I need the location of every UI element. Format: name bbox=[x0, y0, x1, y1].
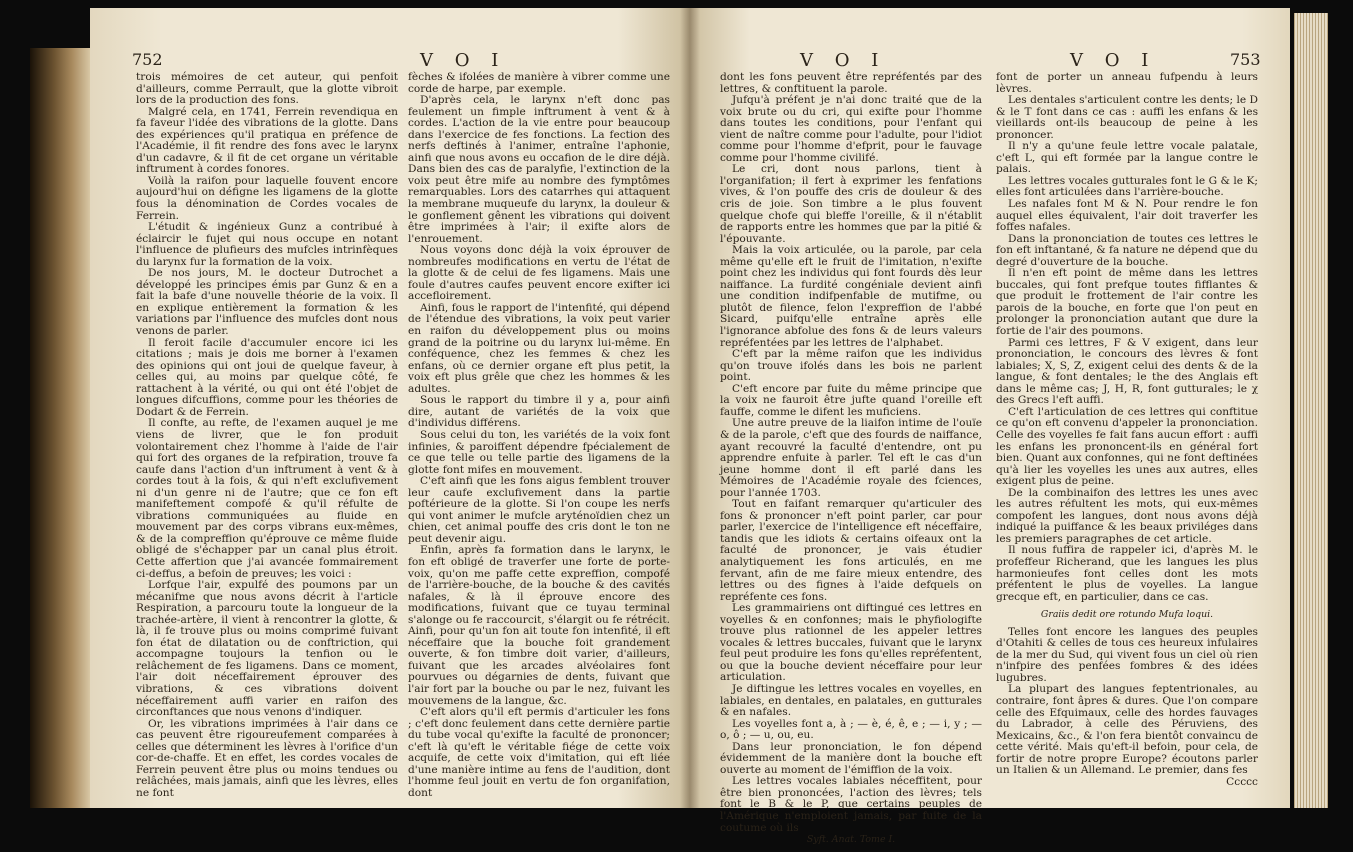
paragraph: C'eft par la même raifon que les individus qu'on trouve ifolés dans les bois ne parlent point. bbox=[720, 348, 982, 384]
paragraph: Nous voyons donc déjà la voix éprouver de nombreufes modifications en vertu de l'état de la glotte & de celui de fes ligamens. Mais une foule d'autres caufes peuvent encore exifter ici accefloirement. bbox=[408, 244, 670, 303]
right-column-1 bbox=[720, 72, 982, 852]
paragraph: Parmi ces lettres, F & V exigent, dans leur prononciation, le concours des lèvres & font labiales; X, S, Z, exigent celui des dents & de la langue, & font dentales; le the des Anglais eft dans le même cas; J, H, R, font gutturales; le χ des Grecs l'eft auffi. bbox=[996, 336, 1258, 407]
paragraph: trois mémoires de cet auteur, qui penfoit d'ailleurs, comme Perrault, que la glotte vibroit lors de la production des fons. bbox=[136, 71, 398, 107]
right-column-2 bbox=[996, 72, 1258, 788]
paragraph: Les lettres vocales gutturales font le G & le K; elles font articulées dans l'arrière-bouche. bbox=[996, 174, 1258, 199]
paragraph: Les grammairiens ont diftingué ces lettres en voyelles & en confonnes; mais le phyfiologifte trouve plus rationnel de les appeler lettres vocales & lettres buccales, fuivant que le larynx feul peut produire les fons qu'elles repréfentent, ou que la bouche devient néceffaire pour leur articulation. bbox=[720, 602, 982, 684]
paragraph: Les voyelles font a, à ; — è, é, ê, e ; — i, y ; — o, ô ; — u, ou, eu. bbox=[720, 717, 982, 742]
signature-mark: Ccccc bbox=[1226, 775, 1258, 788]
paragraph: Sous celui du ton, les variétés de la voix font infinies, & paroiffent dépendre fpécialement de ce que telle ou telle partie des ligamens de la glotte font mifes en mouvement. bbox=[408, 428, 670, 476]
paragraph: Dans la prononciation de toutes ces lettres le fon eft inftantané, & fa nature ne dépend que du degré d'ouverture de la bouche. bbox=[996, 232, 1258, 268]
paragraph: Les nafales font M & N. Pour rendre le fon auquel elles équivalent, l'air doit traverfer les foffes nafales. bbox=[996, 198, 1258, 234]
running-head-left: V O I bbox=[420, 50, 507, 71]
paragraph: Une autre preuve de la liaifon intime de l'ouïe & de la parole, c'eft que des fourds de naiffance, ayant recouvré la faculté d'entendre, ont pu apprendre enfuite à parler. Tel eft le cas d'un jeune homme dont il eft parlé dans les Mémoires de l'Académie royale des fciences, pour l'année 1703. bbox=[720, 417, 982, 499]
paragraph: Il n'y a qu'une feule lettre vocale palatale, c'eft L, qui eft formée par la langue contre le palais. bbox=[996, 140, 1258, 176]
paragraph: De nos jours, M. le docteur Dutrochet a développé les principes émis par Gunz & en a fait la bafe d'une nouvelle théorie de la voix. Il en explique entièrement la formation & les variations par l'influence des mufcles dont nous venons de parler. bbox=[136, 267, 398, 338]
paragraph: Mais la voix articulée, ou la parole, par cela même qu'elle eft le fruit de l'imitation, n'exifte point chez les individus qui font fourds dès leur naiffance. La furdité congéniale devient ainfi une condition indifpenfable de mutifme, ou plutôt de filence, felon l'expreffion de l'abbé Sicard, puifqu'elle entraîne après elle l'ignorance abfolue des fons & de leurs valeurs repréfentées par les lettres de l'alphabet. bbox=[720, 244, 982, 349]
book-gutter bbox=[680, 8, 700, 808]
left-page bbox=[90, 8, 690, 808]
paragraph: Il nous fuffira de rappeler ici, d'après M. le profeffeur Richerand, que les langues les plus harmonieufes font celles dont les mots préfentent le plus de voyelles. La langue grecque eft, en particulier, dans ce cas. bbox=[996, 544, 1258, 603]
paragraph: Jufqu'à préfent je n'ai donc traité que de la voix brute ou du cri, qui exifte pour l'homme dans toutes les conditions, pour l'enfant qui vient de naître comme pour l'adulte, pour l'idiot comme pour l'homme d'efprit, pour le fauvage comme pour l'homme civilifé. bbox=[720, 94, 982, 164]
left-column-2 bbox=[408, 72, 670, 799]
paragraph: Telles font encore les langues des peuples d'Otahiti & celles de tous ces heureux infulaires de la mer du Sud, qui vivent fous un ciel où rien n'infpire des penfées fombres & des idées lugubres. bbox=[996, 625, 1258, 684]
left-fore-edge bbox=[30, 48, 90, 808]
paragraph: C'eft alors qu'il eft permis d'articuler les fons ; c'eft donc feulement dans cette dernière partie du tube vocal qu'exifte la faculté de prononcer; c'eft là qu'eft le véritable fiége de cette voix acquife, de cette voix d'imitation, qui eft liée d'une manière intime au fens de l'audition, dont l'homme feul jouit en vertu de fon organifation, dont bbox=[408, 706, 670, 799]
paragraph: dont les fons peuvent être repréfentés par des lettres, & conftituent la parole. bbox=[720, 71, 982, 95]
paragraph: Tout en faifant remarquer qu'articuler des fons & prononcer n'eft point parler, car pour parler, l'exercice de l'intelligence eft néceffaire, tandis que les idiots & certains oifeaux ont la faculté de prononcer, je vais étudier analytiquement les fons articulés, en me fervant, afin de me faire mieux entendre, des lettres ou des fignes à l'aide defquels on repréfente ces fons. bbox=[720, 498, 982, 603]
footer-note: Syft. Anat. Tome I. bbox=[806, 834, 896, 846]
paragraph: D'après cela, le larynx n'eft donc pas feulement un fimple inftrument à vent & à cordes. L'action de la vie entre pour beaucoup dans l'exercice de fes fonctions. La fection des nerfs deftinés à l'animer, entraîne l'aphonie, ainfi que nous avons eu occafion de le dire déjà. Dans bien des cas de paralyfie, l'extinction de la voix peut être mife au nombre des fymptômes remarquables. Lors des catarrhes qui attaquent la membrane muqueufe du larynx, la douleur & le gonflement gênent les vibrations qui doivent être imprimées à l'air; il exifte alors de l'enrouement. bbox=[408, 94, 670, 245]
paragraph: Enfin, après fa formation dans le larynx, le fon eft obligé de traverfer une forte de porte-voix, qu'on me paffe cette expreffion, compofé de l'arrière-bouche, de la bouche & des cavités nafales, & là il éprouve encore des modifications, fuivant que ce tuyau terminal s'alonge ou fe raccourcit, s'élargit ou fe rétrécit. Ainfi, pour qu'un fon ait toute fon intenfité, il eft néceffaire que la bouche foit grandement ouverte, & fon timbre doit varier, d'ailleurs, fuivant que les arcades alvéolaires font pourvues ou dégarnies de dents, fuivant que l'air fort par la bouche ou par le nez, fuivant les mouvemens de la langue, &c. bbox=[408, 544, 670, 707]
paragraph: C'eft ainfi que les fons aigus femblent trouver leur caufe exclufivement dans la partie poftérieure de la glotte. Si l'on coupe les nerfs qui vont animer le mufcle aryténoïdien chez un chien, cet animal pouffe des cris dont le ton ne peut devenir aigu. bbox=[408, 475, 670, 545]
paragraph: Les dentales s'articulent contre les dents; le D & le T font dans ce cas : auffi les enfans & les vieillards ont-ils beaucoup de peine à les prononcer. bbox=[996, 94, 1258, 141]
page-number-left: 752 bbox=[132, 50, 163, 69]
paragraph: Lorfque l'air, expulfé des poumons par un mécanifme que nous avons décrit à l'article Respiration, a parcouru toute la longueur de la trachée-artère, il vient à rencontrer la glotte, & là, il fe trouve plus ou moins comprimé fuivant fon état de dilatation ou de conftriction, qui accompagne toujours la tenfion ou le relâchement de fes ligamens. Dans ce moment, l'air doit néceffairement éprouver des vibrations, & ces vibrations doivent néceffairement auffi varier en raifon des circonftances que nous venons d'indiquer. bbox=[136, 579, 398, 719]
paragraph: Malgré cela, en 1741, Ferrein revendiqua en fa faveur l'idée des vibrations de la glotte. Dans des expériences qu'il pratiqua en préfence de l'Académie, il fit rendre des fons avec le larynx d'un cadavre, & il fit de cet organe un véritable inftrument à cordes fonores. bbox=[136, 105, 398, 176]
running-head-right: V O I bbox=[800, 50, 887, 71]
right-page bbox=[690, 8, 1290, 846]
paragraph: C'eft encore par fuite du même principe que la voix ne fauroit être jufte quand l'oreille eft fauffe, comme le difent les muficiens. bbox=[720, 382, 982, 418]
paragraph: fèches & ifolées de manière à vibrer comme une corde de harpe, par exemple. bbox=[408, 71, 670, 95]
paragraph: De la combinaifon des lettres les unes avec les autres réfultent les mots, qui eux-mêmes compofent les langues, dont nous avons déjà indiqué la puiffance & les beaux priviléges dans les premiers paragraphes de cet article. bbox=[996, 486, 1258, 545]
paragraph: Les lettres vocales labiales néceffitent, pour être bien prononcées, l'action des lèvres; tels font le B & le P, que certains peuples de l'Amérique n'emploient jamais, par fuite de la coutume où ils bbox=[720, 775, 982, 834]
paragraph: Il n'en eft point de même dans les lettres buccales, qui font prefque toutes fifflantes & que produit le frottement de l'air contre les parois de la bouche, en forte que l'on peut en prolonger la prononciation autant que dure la fortie de l'air des poumons. bbox=[996, 267, 1258, 338]
paragraph: font de porter un anneau fufpendu à leurs lèvres. bbox=[996, 71, 1258, 95]
paragraph: Ainfi, fous le rapport de l'intenfité, qui dépend de l'étendue des vibrations, la voix peut varier en raifon du développement plus ou moins grand de la poitrine ou du larynx lui-même. En conféquence, chez les femmes & chez les enfans, où ce dernier organe eft plus petit, la voix eft plus grêle que chez les hommes & les adultes. bbox=[408, 301, 670, 395]
paragraph: Sous le rapport du timbre il y a, pour ainfi dire, autant de variétés de la voix que d'individus différens. bbox=[408, 394, 670, 430]
paragraph: Il confte, au refte, de l'examen auquel je me viens de livrer, que le fon produit volontairement chez l'homme à l'aide de l'air qui fort des organes de la refpiration, trouve fa caufe dans l'action d'un inftrument à vent & à cordes tout à la fois, & qui n'eft exclufivement ni d'un genre ni de l'autre; que ce fon eft manifeftement compofé & qu'il réfulte de vibrations communiquées au fluide en mouvement par des corps vibrans eux-mêmes, & de la compreffion qu'éprouve ce même fluide obligé de s'échapper par un canal plus étroit. Cette affertion que j'ai avancée fommairement ci-deffus, a befoin de preuves; les voici : bbox=[136, 417, 398, 580]
right-fore-edge bbox=[1294, 13, 1328, 808]
paragraph: La plupart des langues feptentrionales, au contraire, font âpres & dures. Que l'on compare celle des Efquimaux, celle des hordes fauvages du Labrador, à celle des Péruviens, des Mexicains, &c., & l'on fera bientôt convaincu de cette vérité. Mais qu'eft-il befoin, pour cela, de fortir de notre propre Europe? écoutons parler un Italien & un Allemand. Le premier, dans fes bbox=[996, 683, 1258, 777]
paragraph: Or, les vibrations imprimées à l'air dans ce cas peuvent être rigoureufement comparées à celles que déterminent les lèvres à l'orifice d'un cor-de-chaffe. Et en effet, les cordes vocales de Ferrein peuvent être plus ou moins tendues ou relâchées, mais jamais, ainfi que les lèvres, elles ne font bbox=[136, 717, 398, 799]
paragraph: Le cri, dont nous parlons, tient à l'organifation; il fert à exprimer les fenfations vives, & l'on pouffe des cris de douleur & des cris de joie. Son timbre a le plus fouvent quelque chofe qui bleffe l'oreille, & il n'établit de rapports entre les hommes que par la pitié & l'épouvante. bbox=[720, 163, 982, 245]
page-number-right: 753 bbox=[1230, 50, 1261, 69]
paragraph: Voilà la raifon pour laquelle fouvent encore aujourd'hui on défigne les ligamens de la glotte fous la dénomination de Cordes vocales de Ferrein. bbox=[136, 174, 398, 222]
paragraph: Je diftingue les lettres vocales en voyelles, en labiales, en dentales, en palatales, en gutturales & en nafales. bbox=[720, 682, 982, 719]
latin-quote: Graiis dedit ore rotundo Mufa loqui. bbox=[1040, 609, 1214, 621]
running-head-right-2: V O I bbox=[1070, 50, 1157, 71]
paragraph: L'étudit & ingénieux Gunz a contribué à éclaircir le fujet qui nous occupe en notant l'influence de plufieurs des mufcles intrinfèques du larynx fur la formation de la voix. bbox=[136, 221, 398, 268]
open-book bbox=[70, 8, 1302, 846]
paragraph: Dans leur prononciation, le fon dépend évidemment de la manière dont la bouche eft ouverte au moment de l'émiffion de la voix. bbox=[720, 740, 982, 776]
left-column-1 bbox=[136, 72, 398, 799]
paragraph: C'eft l'articulation de ces lettres qui conftitue ce qu'on eft convenu d'appeler la prononciation. Celle des voyelles fe fait fans aucun effort : auffi les enfans les prononcent-ils en général fort bien. Quant aux confonnes, qui ne font deftinées qu'à lier les voyelles les unes aux autres, elles exigent plus de peine. bbox=[996, 405, 1258, 488]
paragraph: Il feroit facile d'accumuler encore ici les citations ; mais je dois me borner à l'examen des opinions qui ont joui de quelque faveur, à celles qui, au moins par quelque côté, fe rattachent à la vérité, ou qui ont été l'objet de longues difcuffions, comme pour les théories de Dodart & de Ferrein. bbox=[136, 336, 398, 418]
